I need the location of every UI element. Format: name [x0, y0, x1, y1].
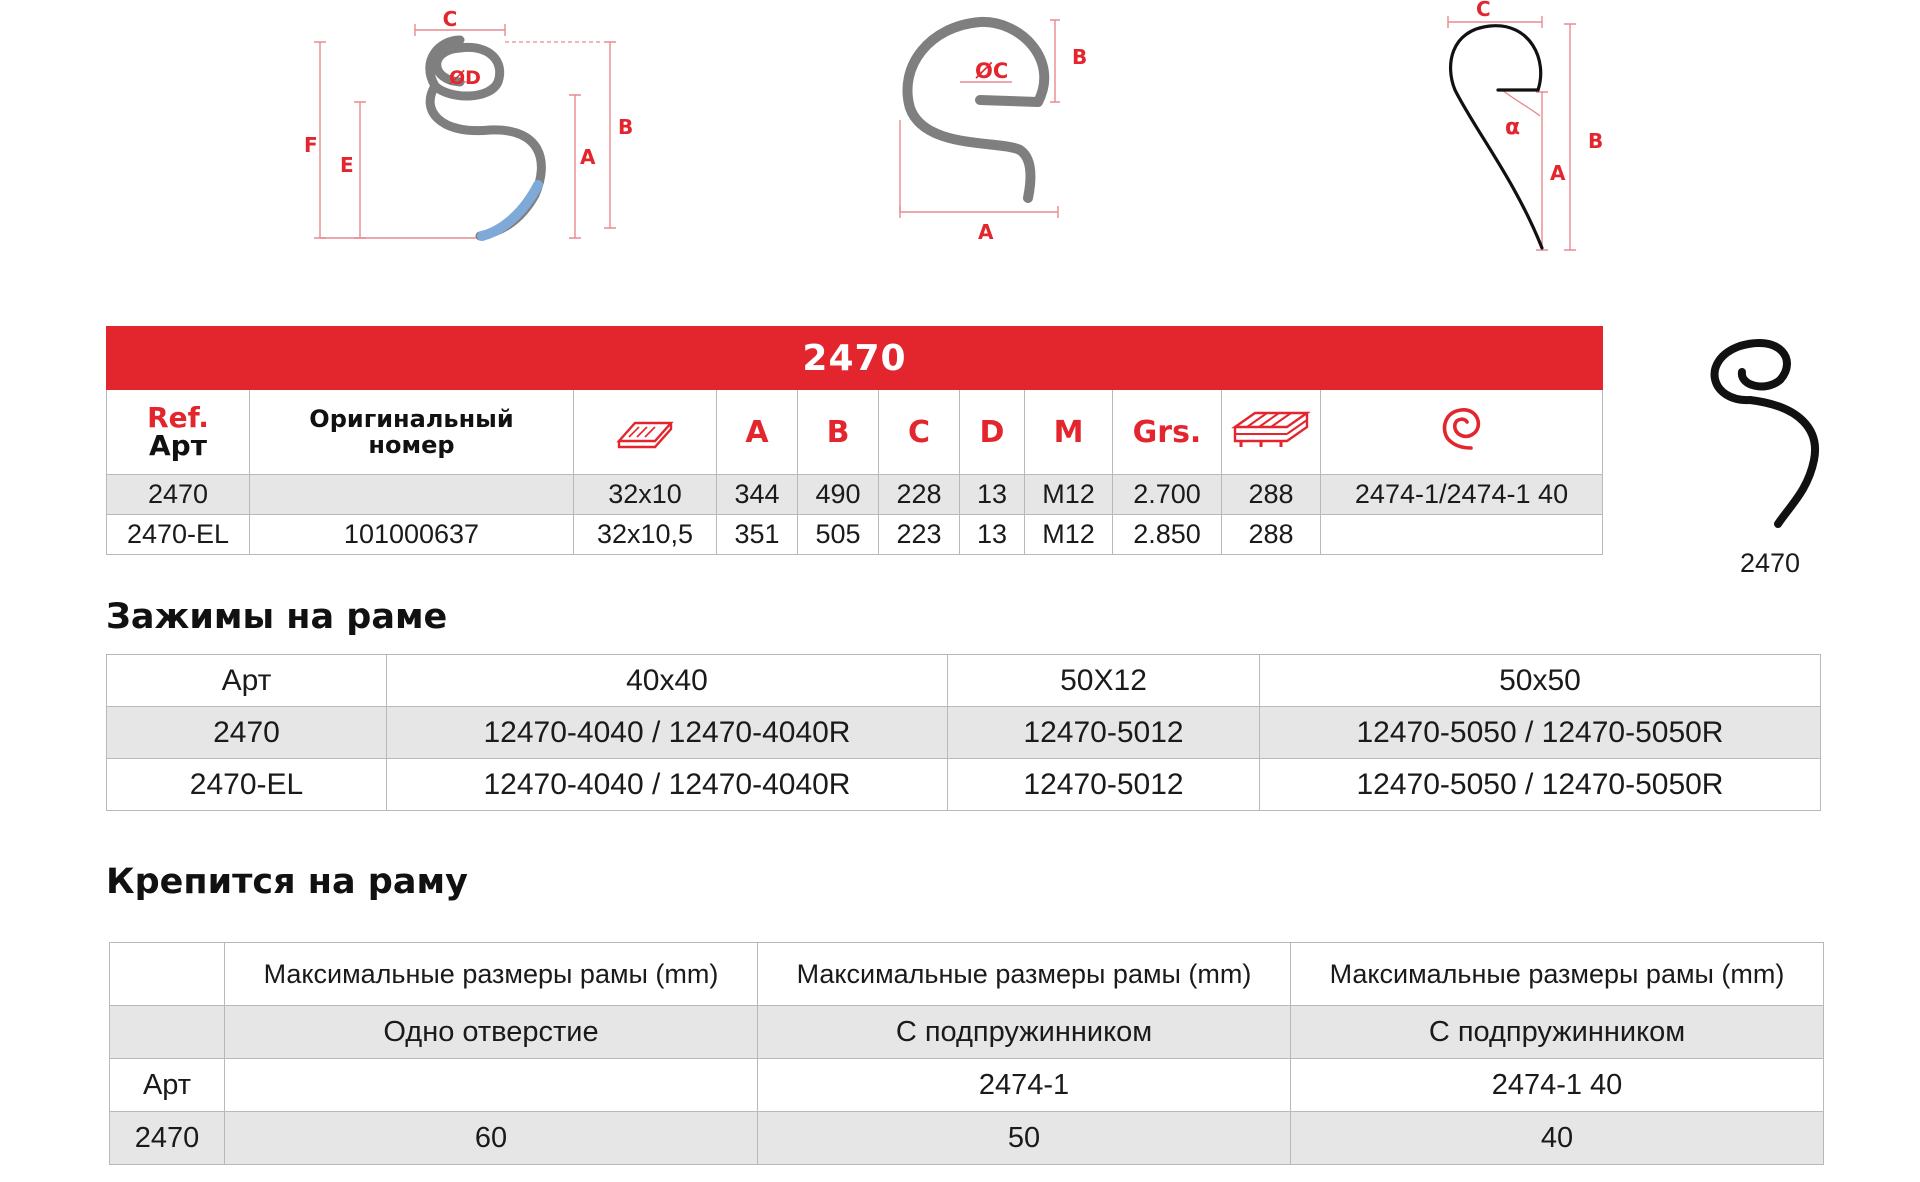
cell: 2474-1 40 [1291, 1059, 1824, 1112]
cell-clamp: 2474-1/2474-1 40 [1321, 475, 1603, 515]
cell-grs: 2.850 [1113, 515, 1222, 555]
cell-ref: 2470 [107, 475, 250, 515]
header-original [250, 390, 574, 475]
dim-label-b: B [1072, 45, 1088, 69]
cell: 12470-5012 [948, 759, 1260, 811]
cell: 12470-5012 [948, 707, 1260, 759]
header-pallet [1222, 390, 1321, 475]
header-d: D [960, 390, 1025, 475]
table-row [110, 1112, 1824, 1165]
frame-table [109, 942, 1824, 1165]
cell: 2474-1 [758, 1059, 1291, 1112]
cell: 12470-5050 / 12470-5050R [1260, 707, 1821, 759]
cell-grs: 2.700 [1113, 475, 1222, 515]
header-b: B [798, 390, 879, 475]
cell-b: 490 [798, 475, 879, 515]
table-row [107, 475, 1603, 515]
clamps-header-40x40: 40x40 [387, 655, 948, 707]
cell-original [250, 475, 574, 515]
cell [110, 943, 225, 1006]
cell: С подпружинником [1291, 1006, 1824, 1059]
cell-c: 228 [879, 475, 960, 515]
header-c: C [879, 390, 960, 475]
cell-pallet: 288 [1222, 515, 1321, 555]
cell-section: 32x10,5 [574, 515, 717, 555]
cell [110, 1006, 225, 1059]
dimension-diagram-1 [300, 0, 640, 250]
cell: 2470-EL [107, 759, 387, 811]
dim-label-c: C [442, 7, 458, 31]
table-row [107, 759, 1821, 811]
dim-label-b: B [1588, 129, 1604, 153]
spec-table [106, 326, 1603, 555]
product-caption: 2470 [1739, 548, 1801, 578]
header-original-line1: Оригинальный [309, 405, 514, 433]
cell [225, 1059, 758, 1112]
product-image [1680, 320, 1830, 540]
header-grs: Grs. [1113, 390, 1222, 475]
cell-d: 13 [960, 475, 1025, 515]
cell: 12470-4040 / 12470-4040R [387, 707, 948, 759]
frame-section-title: Крепится на раму [106, 862, 468, 902]
header-a: A [717, 390, 798, 475]
clamps-header-art: Арт [107, 655, 387, 707]
cell-original: 101000637 [250, 515, 574, 555]
dim-label-e: E [340, 153, 354, 177]
cell: 2470 [110, 1112, 225, 1165]
cell: 12470-4040 / 12470-4040R [387, 759, 948, 811]
clamps-header-50x50: 50x50 [1260, 655, 1821, 707]
dim-label-c: C [1476, 0, 1491, 21]
cell: Максимальные размеры рамы (mm) [758, 943, 1291, 1006]
table-row [110, 1059, 1824, 1112]
dim-label-od: ØD [449, 67, 481, 89]
cell-ref: 2470-EL [107, 515, 250, 555]
cell: Максимальные размеры рамы (mm) [225, 943, 758, 1006]
cell-m: M12 [1025, 475, 1113, 515]
cell: Одно отверстие [225, 1006, 758, 1059]
spring-clamp-icon [1437, 402, 1487, 456]
cell-d: 13 [960, 515, 1025, 555]
dim-label-oc: ØC [975, 59, 1009, 83]
table-row [110, 943, 1824, 1006]
dimension-diagram-2 [880, 0, 1110, 250]
cell-pallet: 288 [1222, 475, 1321, 515]
profile-section-icon [615, 409, 675, 449]
dim-label-a: A [978, 220, 994, 244]
header-art-label: Арт [149, 429, 207, 462]
table-row [110, 1006, 1824, 1059]
header-m: M [1025, 390, 1113, 475]
pallet-icon [1231, 407, 1311, 451]
cell: Арт [110, 1059, 225, 1112]
table-row [107, 515, 1603, 555]
clamps-header-50x12: 50X12 [948, 655, 1260, 707]
spec-table-title: 2470 [107, 327, 1603, 390]
cell: Максимальные размеры рамы (mm) [1291, 943, 1824, 1006]
cell-b: 505 [798, 515, 879, 555]
dim-label-b: B [618, 115, 634, 139]
dim-label-f: F [304, 133, 318, 157]
clamps-section-title: Зажимы на раме [106, 597, 448, 637]
cell-c: 223 [879, 515, 960, 555]
clamps-table [106, 654, 1821, 811]
dim-label-a: A [1550, 161, 1566, 185]
dim-label-a: A [580, 145, 596, 169]
cell: С подпружинником [758, 1006, 1291, 1059]
dim-label-alpha: α [1505, 115, 1521, 140]
header-clamp [1321, 390, 1603, 475]
header-section [574, 390, 717, 475]
header-original-line2: номер [368, 431, 455, 459]
header-ref [107, 390, 250, 475]
cell: 2470 [107, 707, 387, 759]
cell-a: 351 [717, 515, 798, 555]
cell: 60 [225, 1112, 758, 1165]
cell: 12470-5050 / 12470-5050R [1260, 759, 1821, 811]
cell: 50 [758, 1112, 1291, 1165]
cell-clamp [1321, 515, 1603, 555]
cell-m: M12 [1025, 515, 1113, 555]
cell-a: 344 [717, 475, 798, 515]
table-row [107, 707, 1821, 759]
dimension-diagram-3 [1420, 0, 1640, 260]
table-row [107, 655, 1821, 707]
header-ref-label: Ref. [147, 401, 209, 434]
cell: 40 [1291, 1112, 1824, 1165]
cell-section: 32x10 [574, 475, 717, 515]
